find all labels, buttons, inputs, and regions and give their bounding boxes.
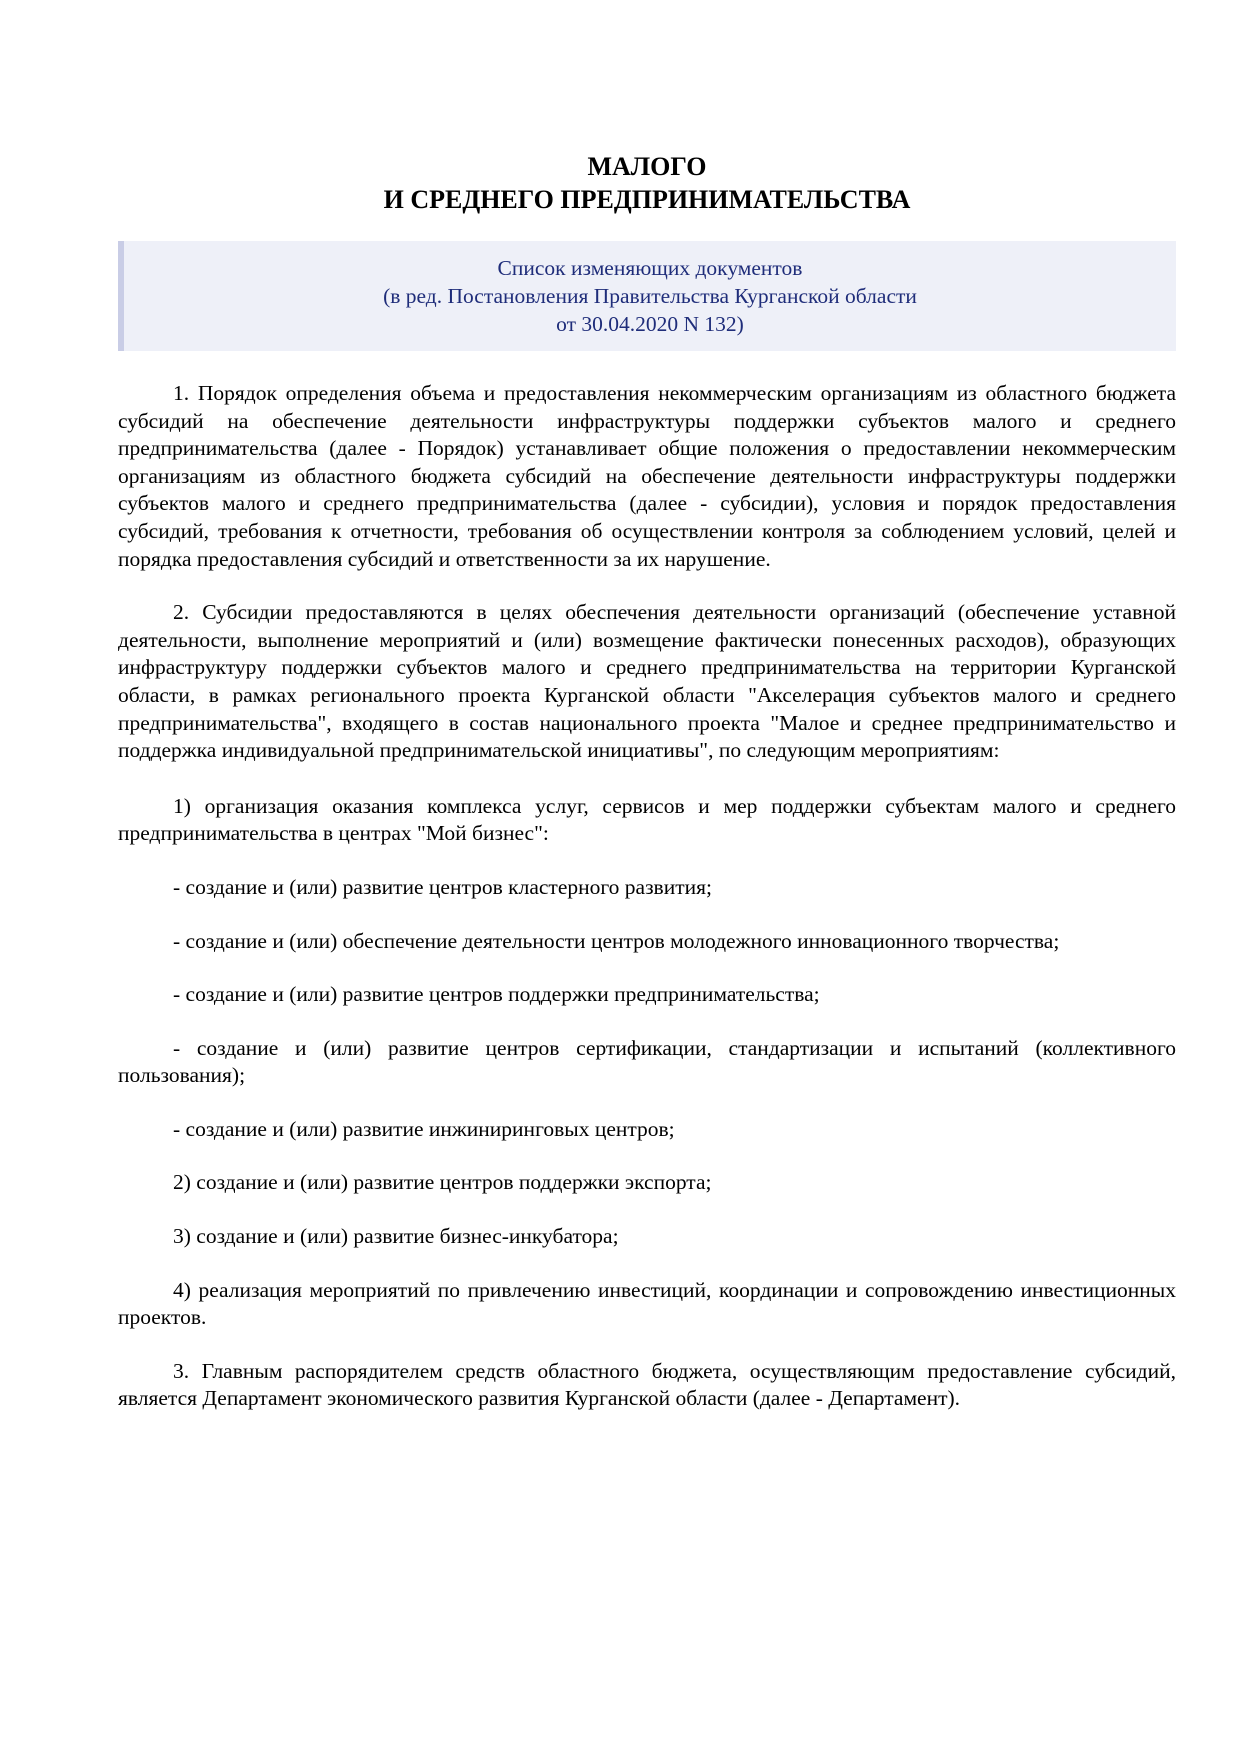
sub-item-certification: - создание и (или) развитие центров сертификации, стандартизации и испытаний (коллективного пользования); [118, 1035, 1176, 1088]
amendments-heading: Список изменяющих документов [497, 256, 803, 280]
paragraph-1: 1. Порядок определения объема и предоставления некоммерческим организациям из областного бюджета субсидий на обеспечение деятельности инфраструктуры поддержки субъектов малого и среднего предпринимательства (далее - Порядок) устанавливает общие положения о предоставлении некоммерческим организациям из областного бюджета субсидий на обеспечение деятельности инфраструктуры поддержки субъектов малого и среднего предпринимательства (далее - субсидии), условия и порядок предоставления субсидий, требования к отчетности, требования об осуществлении контроля за соблюдением условий, целей и порядка предоставления субсидий и ответственности за их нарушение. [118, 381, 1176, 571]
sub-item-youth-innovation: - создание и (или) обеспечение деятельности центров молодежного инновационного творчества; [173, 928, 1060, 953]
amendments-line-2: (в ред. Постановления Правительства Курганской области [383, 284, 917, 308]
amendments-line-3: от 30.04.2020 N 132) [556, 312, 744, 336]
sub-item-engineering: - создание и (или) развитие инжиниринговых центров; [173, 1116, 675, 1141]
paragraph-3: 3. Главным распорядителем средств областного бюджета, осуществляющим предоставление субсидий, является Департамент экономического развития Курганской области (далее - Департамент). [118, 1358, 1176, 1411]
sub-item-business-support: - создание и (или) развитие центров поддержки предпринимательства; [173, 982, 820, 1007]
list-item-2: 2) создание и (или) развитие центров поддержки экспорта; [173, 1170, 712, 1195]
amendments-box [118, 241, 1176, 351]
document-title [118, 150, 1176, 216]
document-page [118, 0, 1176, 1439]
paragraph-2: 2. Субсидии предоставляются в целях обеспечения деятельности организаций (обеспечение уставной деятельности, выполнение мероприятий и (или) возмещение фактически понесенных расходов), образующих инфраструктуру поддержки субъектов малого и среднего предпринимательства на территории Курганской области, в рамках регионального проекта Курганской области "Акселерация субъектов малого и среднего предпринимательства", входящего в состав национального проекта "Малое и среднее предпринимательство и поддержка индивидуальной предпринимательской инициативы", по следующим мероприятиям: [118, 600, 1176, 763]
document-body [118, 380, 1176, 1413]
sub-item-cluster-centers: - создание и (или) развитие центров кластерного развития; [173, 874, 712, 899]
list-item-1: 1) организация оказания комплекса услуг, сервисов и мер поддержки субъектам малого и среднего предпринимательства в центрах "Мой бизнес": [118, 793, 1176, 846]
title-line-1: МАЛОГО [587, 152, 707, 181]
list-item-3: 3) создание и (или) развитие бизнес-инкубатора; [173, 1224, 619, 1249]
title-line-2: И СРЕДНЕГО ПРЕДПРИНИМАТЕЛЬСТВА [383, 185, 911, 214]
list-item-4: 4) реализация мероприятий по привлечению инвестиций, координации и сопровождению инвестиционных проектов. [118, 1277, 1176, 1330]
